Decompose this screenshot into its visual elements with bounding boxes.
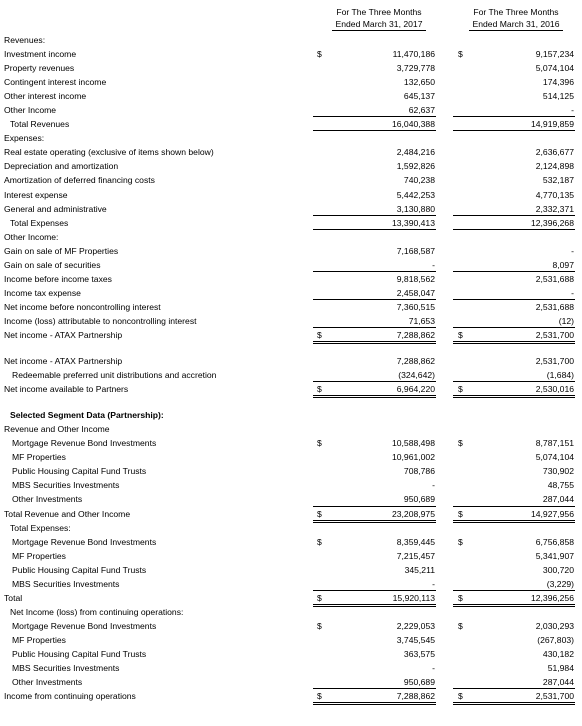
table-row xyxy=(0,507,582,521)
table-row xyxy=(0,647,582,661)
value-2016: 14,927,956 xyxy=(530,508,574,519)
value-2017: 71,653 xyxy=(408,315,435,326)
value-2017: 708,786 xyxy=(403,466,435,477)
value-2016: 9,157,234 xyxy=(535,49,574,60)
table-row xyxy=(0,354,582,368)
table-row xyxy=(0,450,582,464)
value-2017: 10,961,002 xyxy=(391,452,435,463)
row-label: Public Housing Capital Fund Trusts xyxy=(12,648,147,659)
table-row xyxy=(0,633,582,647)
value-2016: 2,531,688 xyxy=(535,273,574,284)
currency-symbol: $ xyxy=(458,508,463,519)
value-2017: 3,130,880 xyxy=(396,203,435,214)
blank-row xyxy=(0,396,582,408)
table-row xyxy=(0,549,582,563)
row-label: Mortgage Revenue Bond Investments xyxy=(12,536,157,547)
value-2017: 7,360,515 xyxy=(396,301,435,312)
table-row xyxy=(0,244,582,258)
value-2016: 430,182 xyxy=(542,648,574,659)
value-2016: 12,396,268 xyxy=(530,217,574,228)
value-2017: 363,575 xyxy=(403,648,435,659)
value-2016: 300,720 xyxy=(542,564,574,575)
currency-symbol: $ xyxy=(458,620,463,631)
value-2016: 2,530,016 xyxy=(535,384,574,395)
row-label: MF Properties xyxy=(12,550,66,561)
table-row xyxy=(0,33,582,47)
row-label: Other Investments xyxy=(12,494,83,505)
value-2017: (324,642) xyxy=(398,370,435,381)
row-label: Other Investments xyxy=(12,677,83,688)
row-label: Total xyxy=(4,592,23,603)
row-label: Gain on sale of MF Properties xyxy=(4,245,119,256)
row-label: General and administrative xyxy=(4,203,107,214)
value-2017: 2,229,053 xyxy=(396,620,435,631)
value-2016: (3,229) xyxy=(546,578,574,589)
row-label: Depreciation and amortization xyxy=(4,161,119,172)
row-label: MBS Securities Investments xyxy=(12,578,120,589)
value-2017: 13,390,413 xyxy=(391,217,435,228)
table-row xyxy=(0,47,582,61)
row-label: Net income before noncontrolling interest xyxy=(4,301,161,312)
table-row xyxy=(0,286,582,300)
blank-row xyxy=(0,342,582,354)
value-2017: 5,442,253 xyxy=(396,189,435,200)
value-2016: 514,125 xyxy=(542,91,574,102)
table-row xyxy=(0,328,582,342)
value-2016: 4,770,135 xyxy=(535,189,574,200)
value-2017: 3,729,778 xyxy=(396,63,435,74)
table-row xyxy=(0,103,582,117)
value-2017: 8,359,445 xyxy=(396,536,435,547)
table-row xyxy=(0,563,582,577)
table-row xyxy=(0,591,582,605)
row-label: Other interest income xyxy=(4,91,87,102)
currency-symbol: $ xyxy=(317,329,322,340)
value-2017: 345,211 xyxy=(404,564,435,575)
row-label: MBS Securities Investments xyxy=(12,663,120,674)
table-row xyxy=(0,521,582,535)
row-label: Gain on sale of securities xyxy=(4,259,101,270)
value-2016: 2,124,898 xyxy=(535,161,574,172)
value-2016: 5,341,907 xyxy=(535,550,574,561)
row-label: Income from continuing operations xyxy=(4,691,136,702)
column-header-2016 xyxy=(452,6,580,31)
value-2016: 2,636,677 xyxy=(535,147,574,158)
table-row xyxy=(0,382,582,396)
value-2017: 10,588,498 xyxy=(391,438,435,449)
value-2016: 2,531,700 xyxy=(535,329,574,340)
row-label: Public Housing Capital Fund Trusts xyxy=(12,466,147,477)
value-2017: 645,137 xyxy=(403,91,435,102)
currency-symbol: $ xyxy=(317,49,322,60)
value-2016: 8,097 xyxy=(552,259,574,270)
row-label: Public Housing Capital Fund Trusts xyxy=(12,564,147,575)
value-2017: 7,215,457 xyxy=(396,550,435,561)
row-label: Net income available to Partners xyxy=(4,384,129,395)
value-2016: 730,902 xyxy=(542,466,574,477)
value-2016: 2,030,293 xyxy=(535,620,574,631)
currency-symbol: $ xyxy=(317,508,322,519)
row-label: Selected Segment Data (Partnership): xyxy=(10,410,164,421)
currency-symbol: $ xyxy=(317,384,322,395)
table-row xyxy=(0,159,582,173)
table-row xyxy=(0,202,582,216)
value-2016: 174,396 xyxy=(542,77,574,88)
row-label: Total Expenses xyxy=(10,217,69,228)
column-header-2017 xyxy=(310,6,448,31)
table-row xyxy=(0,173,582,187)
table-row xyxy=(0,436,582,450)
table-row xyxy=(0,368,582,382)
value-2017: - xyxy=(432,480,435,491)
row-label: Interest expense xyxy=(4,189,68,200)
table-row xyxy=(0,675,582,689)
row-label: Mortgage Revenue Bond Investments xyxy=(12,620,157,631)
row-label: Amortization of deferred financing costs xyxy=(4,175,155,186)
column-header-2016-line1: For The Three Months xyxy=(473,7,559,17)
row-label: Redeemable preferred unit distributions and accretion xyxy=(12,370,217,381)
value-2016: - xyxy=(571,245,574,256)
value-2016: 14,919,859 xyxy=(530,119,574,130)
row-label: Investment income xyxy=(4,49,77,60)
row-label: MBS Securities Investments xyxy=(12,480,120,491)
table-row xyxy=(0,89,582,103)
value-2017: - xyxy=(432,259,435,270)
double-underline-rule xyxy=(453,702,575,705)
table-row xyxy=(0,492,582,506)
column-header-2017-line1: For The Three Months xyxy=(336,7,422,17)
value-2016: (1,684) xyxy=(546,370,574,381)
table-row xyxy=(0,661,582,675)
value-2016: 48,755 xyxy=(547,480,574,491)
double-underline-rule xyxy=(313,702,436,705)
table-row xyxy=(0,605,582,619)
table-row xyxy=(0,117,582,131)
row-label: Income tax expense xyxy=(4,287,81,298)
currency-symbol: $ xyxy=(317,536,322,547)
value-2017: 7,288,862 xyxy=(396,329,435,340)
row-label: Expenses: xyxy=(4,133,45,144)
table-row xyxy=(0,230,582,244)
column-header-2016-line2: Ended March 31, 2016 xyxy=(469,18,564,31)
value-2016: 6,756,858 xyxy=(535,536,574,547)
row-label: Revenues: xyxy=(4,35,46,45)
table-row xyxy=(0,619,582,633)
row-label: Real estate operating (exclusive of items shown below) xyxy=(4,147,214,158)
table-row xyxy=(0,478,582,492)
table-row xyxy=(0,577,582,591)
value-2016: 2,531,700 xyxy=(535,691,574,702)
table-row xyxy=(0,689,582,703)
currency-symbol: $ xyxy=(317,592,322,603)
table-row xyxy=(0,422,582,436)
table-row xyxy=(0,131,582,145)
value-2017: 2,458,047 xyxy=(396,287,435,298)
table-row xyxy=(0,188,582,202)
value-2016: (12) xyxy=(558,315,574,326)
row-label: MF Properties xyxy=(12,634,66,645)
value-2017: 950,689 xyxy=(403,677,435,688)
column-header-2017-line2: Ended March 31, 2017 xyxy=(332,18,427,31)
value-2017: 2,484,216 xyxy=(396,147,435,158)
currency-symbol: $ xyxy=(458,536,463,547)
value-2016: 5,074,104 xyxy=(535,452,574,463)
row-label: Total Revenue and Other Income xyxy=(4,508,131,519)
row-label: Other Income: xyxy=(4,231,59,242)
table-row xyxy=(0,408,582,422)
row-label: Net income - ATAX Partnership xyxy=(4,356,123,367)
value-2017: 132,650 xyxy=(403,77,435,88)
currency-symbol: $ xyxy=(458,384,463,395)
table-row xyxy=(0,216,582,230)
row-label: Total Revenues xyxy=(10,119,70,130)
financial-statement-table xyxy=(0,33,582,703)
value-2016: 2,332,371 xyxy=(535,203,574,214)
value-2017: 11,470,186 xyxy=(392,49,435,60)
row-label: Property revenues xyxy=(4,63,75,74)
table-row xyxy=(0,300,582,314)
row-label: Net Income (loss) from continuing operations: xyxy=(10,606,184,617)
value-2016: 2,531,688 xyxy=(535,301,574,312)
value-2017: 740,238 xyxy=(403,175,435,186)
value-2017: 1,592,826 xyxy=(396,161,435,172)
value-2017: 7,168,587 xyxy=(396,245,435,256)
value-2016: (267,803) xyxy=(537,634,574,645)
value-2016: 287,044 xyxy=(542,677,574,688)
value-2017: 16,040,388 xyxy=(391,119,435,130)
row-label: Contingent interest income xyxy=(4,77,107,88)
value-2017: 950,689 xyxy=(403,494,435,505)
table-row xyxy=(0,258,582,272)
value-2016: 2,531,700 xyxy=(535,356,574,367)
value-2017: 23,208,975 xyxy=(391,508,435,519)
value-2017: 6,964,220 xyxy=(396,384,435,395)
value-2017: 3,745,545 xyxy=(396,634,435,645)
value-2017: 7,288,862 xyxy=(396,356,435,367)
value-2016: - xyxy=(571,105,574,116)
currency-symbol: $ xyxy=(458,329,463,340)
currency-symbol: $ xyxy=(317,620,322,631)
value-2016: 8,787,151 xyxy=(535,438,574,449)
value-2017: 15,920,113 xyxy=(392,592,435,603)
row-label: Other Income xyxy=(4,105,57,116)
currency-symbol: $ xyxy=(458,438,463,449)
value-2016: 287,044 xyxy=(542,494,574,505)
value-2016: 12,396,256 xyxy=(530,592,574,603)
table-row xyxy=(0,145,582,159)
table-row xyxy=(0,272,582,286)
value-2017: 9,818,562 xyxy=(396,273,435,284)
value-2017: 62,637 xyxy=(408,105,435,116)
value-2016: - xyxy=(571,287,574,298)
value-2016: 51,984 xyxy=(547,663,574,674)
value-2017: 7,288,862 xyxy=(396,691,435,702)
row-label: Income before income taxes xyxy=(4,273,112,284)
table-row xyxy=(0,75,582,89)
currency-symbol: $ xyxy=(458,592,463,603)
currency-symbol: $ xyxy=(458,691,463,702)
table-row xyxy=(0,535,582,549)
currency-symbol: $ xyxy=(317,691,322,702)
table-row xyxy=(0,314,582,328)
table-row xyxy=(0,61,582,75)
value-2017: - xyxy=(432,578,435,589)
currency-symbol: $ xyxy=(317,438,322,449)
row-label: Mortgage Revenue Bond Investments xyxy=(12,438,157,449)
row-label: Total Expenses: xyxy=(10,522,71,533)
value-2016: 532,187 xyxy=(542,175,574,186)
row-label: Income (loss) attributable to noncontrolling interest xyxy=(4,315,197,326)
currency-symbol: $ xyxy=(458,49,463,60)
table-row xyxy=(0,464,582,478)
value-2016: 5,074,104 xyxy=(535,63,574,74)
row-label: Revenue and Other Income xyxy=(4,424,110,435)
row-label: MF Properties xyxy=(12,452,66,463)
row-label: Net income - ATAX Partnership xyxy=(4,329,123,340)
value-2017: - xyxy=(432,663,435,674)
